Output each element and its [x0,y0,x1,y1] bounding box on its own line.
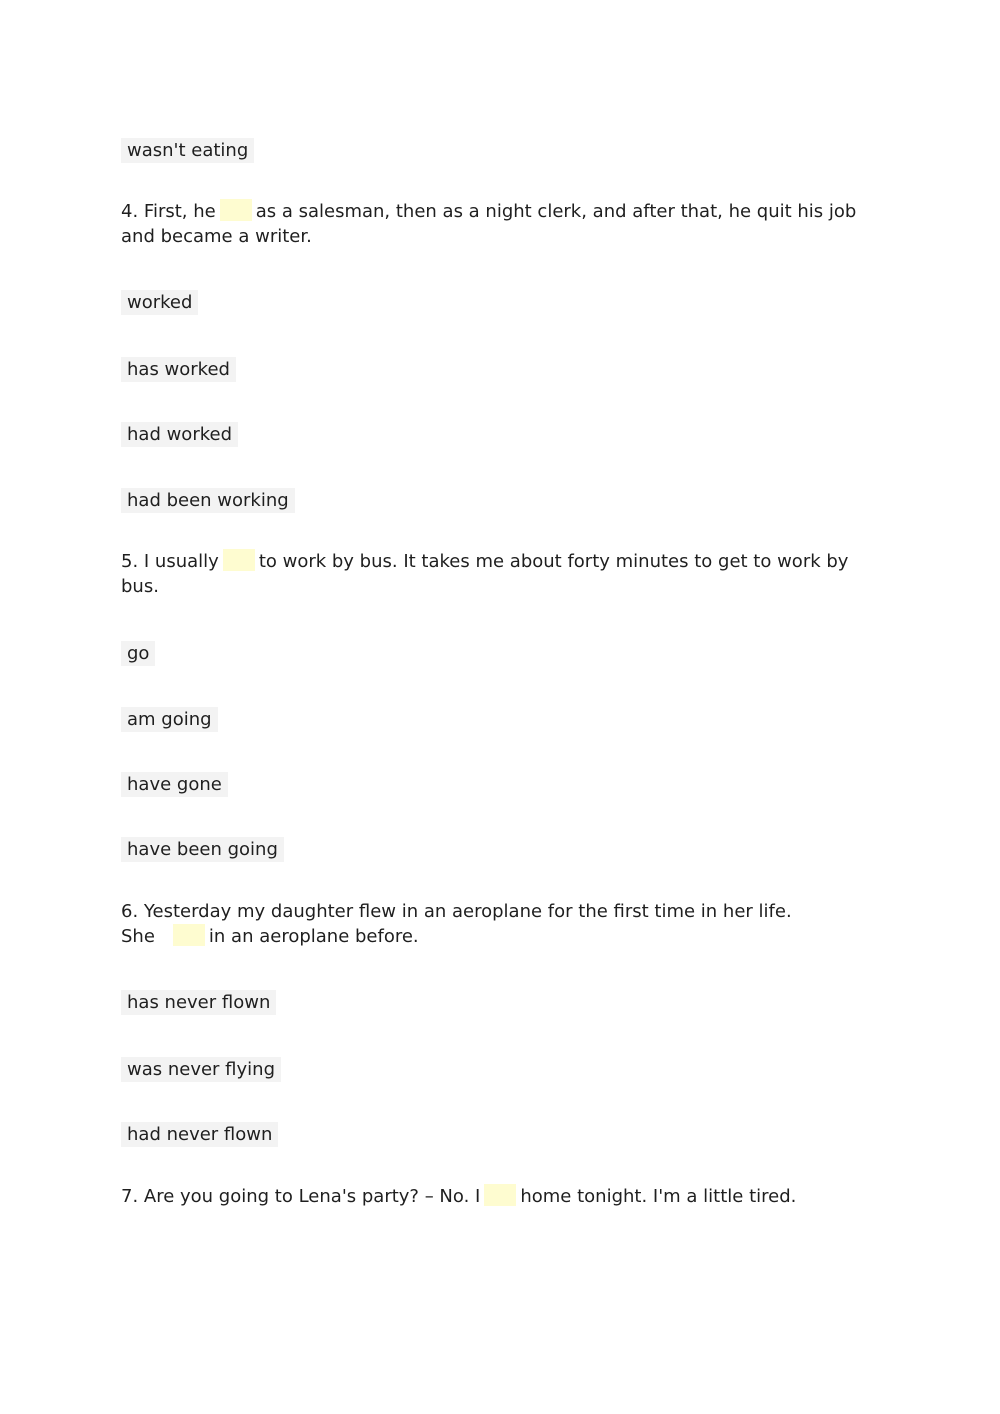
question-4 [121,199,871,249]
question-5 [121,549,871,599]
question-6 [121,899,871,949]
option-has-never-flown[interactable]: has never flown [121,990,276,1015]
question-6-line-1: 6. Yesterday my daughter flew in an aeroplane for the first time in her life. [121,901,792,922]
option-worked[interactable]: worked [121,290,198,315]
option-had-been-working[interactable]: had been working [121,488,295,513]
question-5-text-after: to work by bus. It takes me about forty minutes to get to work by bus. [121,551,849,597]
question-6-blank[interactable] [173,924,205,946]
option-am-going[interactable]: am going [121,707,218,732]
question-6-text-after: in an aeroplane before. [208,926,419,947]
question-4-text-after: as a salesman, then as a night clerk, and after that, he quit his job and became a writer. [121,201,857,247]
option-have-gone[interactable]: have gone [121,772,228,797]
option-had-never-flown[interactable]: had never flown [121,1122,278,1147]
option-had-worked[interactable]: had worked [121,422,238,447]
option-was-never-flying[interactable]: was never flying [121,1057,281,1082]
question-7-blank[interactable] [484,1184,516,1206]
question-7-text-after: home tonight. I'm a little tired. [520,1186,797,1207]
option-wasnt-eating[interactable]: wasn't eating [121,138,254,163]
question-5-blank[interactable] [223,549,255,571]
option-has-worked[interactable]: has worked [121,357,236,382]
question-6-text-before: She [121,926,155,947]
question-5-text-before: 5. I usually [121,551,219,572]
question-4-text-before: 4. First, he [121,201,216,222]
option-go[interactable]: go [121,641,155,666]
question-4-blank[interactable] [220,199,252,221]
question-7-text-before: 7. Are you going to Lena's party? – No. I [121,1186,481,1207]
question-7 [121,1184,871,1209]
option-have-been-going[interactable]: have been going [121,837,284,862]
